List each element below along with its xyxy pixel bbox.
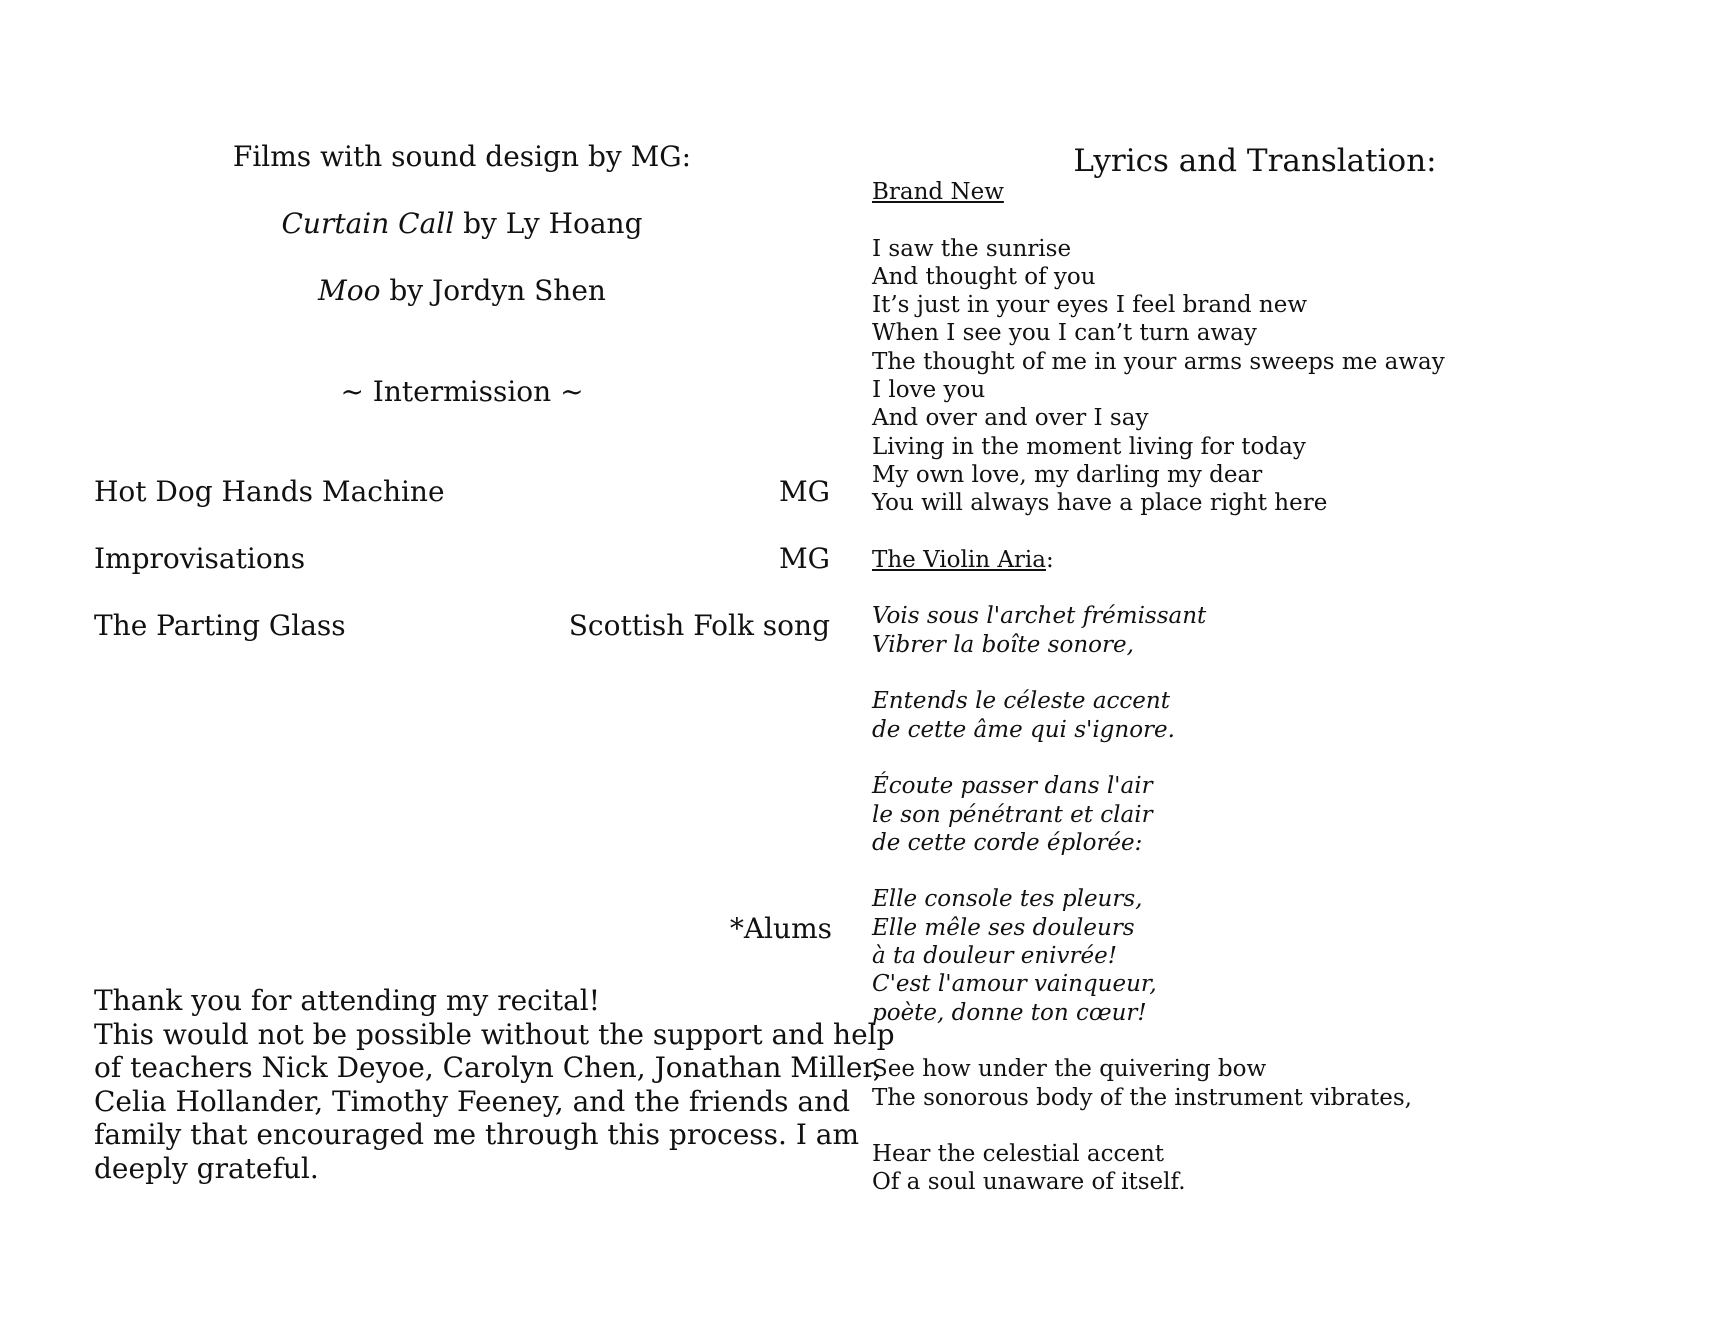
french-stanza: [872, 602, 1572, 659]
film-director: by Jordyn Shen: [380, 274, 606, 307]
lyric-line: Elle console tes pleurs,: [872, 886, 1143, 913]
lyric-line: My own love, my darling my dear: [872, 461, 1263, 488]
lyric-line: It’s just in your eyes I feel brand new: [872, 292, 1308, 319]
lyric-line: Hear the celestial accent: [872, 1141, 1165, 1168]
thanks-line: Thank you for attending my recital!: [94, 984, 600, 1017]
thanks-line: of teachers Nick Deyoe, Carolyn Chen, Jonathan Miller,: [94, 1051, 882, 1084]
song-title-colon: :: [1046, 546, 1054, 573]
film-title: Moo: [318, 274, 381, 307]
lyric-line: I saw the sunrise: [872, 235, 1072, 262]
lyric-line: de cette corde éplorée:: [872, 829, 1143, 856]
program-row: [94, 609, 830, 642]
thanks-line: deeply grateful.: [94, 1151, 319, 1185]
lyric-line: You will always have a place right here: [872, 490, 1328, 517]
lyric-line: le son pénétrant et clair: [872, 801, 1153, 828]
lyrics-block: [872, 178, 1572, 1225]
french-stanza: [872, 885, 1572, 1026]
song-title-violin-aria: [872, 546, 1572, 574]
thank-you-message: [94, 984, 895, 1185]
lyric-line: Entends le céleste accent: [872, 688, 1170, 715]
film-title: Curtain Call: [281, 207, 455, 240]
lyric-line: Elle mêle ses douleurs: [872, 914, 1135, 941]
lyric-line: C'est l'amour vainqueur,: [872, 971, 1157, 998]
lyric-line: And over and over I say: [872, 405, 1149, 432]
film-director: by Ly Hoang: [454, 207, 643, 240]
piece-title: Hot Dog Hands Machine: [94, 475, 445, 508]
piece-title: Improvisations: [94, 542, 306, 575]
song-title-brand-new: [872, 178, 1572, 206]
lyric-line: And thought of you: [872, 263, 1096, 290]
lyric-line: I love you: [872, 377, 986, 404]
intermission-label: ~ Intermission ~: [340, 375, 584, 408]
english-stanza: [872, 1140, 1572, 1197]
french-stanza: [872, 772, 1572, 857]
program-row: [94, 542, 830, 575]
lyric-line: See how under the quivering bow: [872, 1056, 1267, 1083]
films-heading: Films with sound design by MG:: [232, 140, 692, 173]
lyric-line: Living in the moment living for today: [872, 433, 1306, 460]
song-lyrics-brand-new: [872, 235, 1572, 518]
piece-composer: Scottish Folk song: [568, 609, 830, 642]
song-title: Brand New: [872, 179, 1004, 205]
piece-title: The Parting Glass: [94, 609, 346, 642]
lyric-line: à ta douleur enivrée!: [872, 943, 1117, 970]
lyrics-heading: Lyrics and Translation:: [1073, 143, 1437, 179]
french-stanza: [872, 687, 1572, 744]
lyric-line: Vibrer la boîte sonore,: [872, 631, 1134, 658]
piece-composer: MG: [778, 542, 830, 575]
film-credit-2: [94, 274, 830, 307]
thanks-line: family that encouraged me through this process. I am: [94, 1118, 860, 1151]
program-row: [94, 475, 830, 508]
lyric-line: Vois sous l'archet frémissant: [872, 603, 1207, 630]
lyric-line: de cette âme qui s'ignore.: [872, 716, 1175, 743]
lyric-line: Écoute passer dans l'air: [872, 773, 1153, 800]
thanks-line: This would not be possible without the support and help: [94, 1017, 895, 1051]
lyric-line: The sonorous body of the instrument vibrates,: [872, 1084, 1412, 1111]
piece-composer: MG: [778, 475, 830, 508]
thanks-line: Celia Hollander, Timothy Feeney, and the friends and: [94, 1084, 851, 1118]
lyric-line: Of a soul unaware of itself.: [872, 1169, 1186, 1196]
lyric-line: poète, donne ton cœur!: [872, 999, 1147, 1026]
english-stanza: [872, 1055, 1572, 1112]
lyric-line: The thought of me in your arms sweeps me away: [872, 348, 1445, 375]
film-credit-1: [94, 207, 830, 240]
alums-note: *Alums: [729, 912, 832, 945]
song-title: The Violin Aria: [872, 546, 1046, 573]
lyric-line: When I see you I can’t turn away: [872, 320, 1257, 347]
